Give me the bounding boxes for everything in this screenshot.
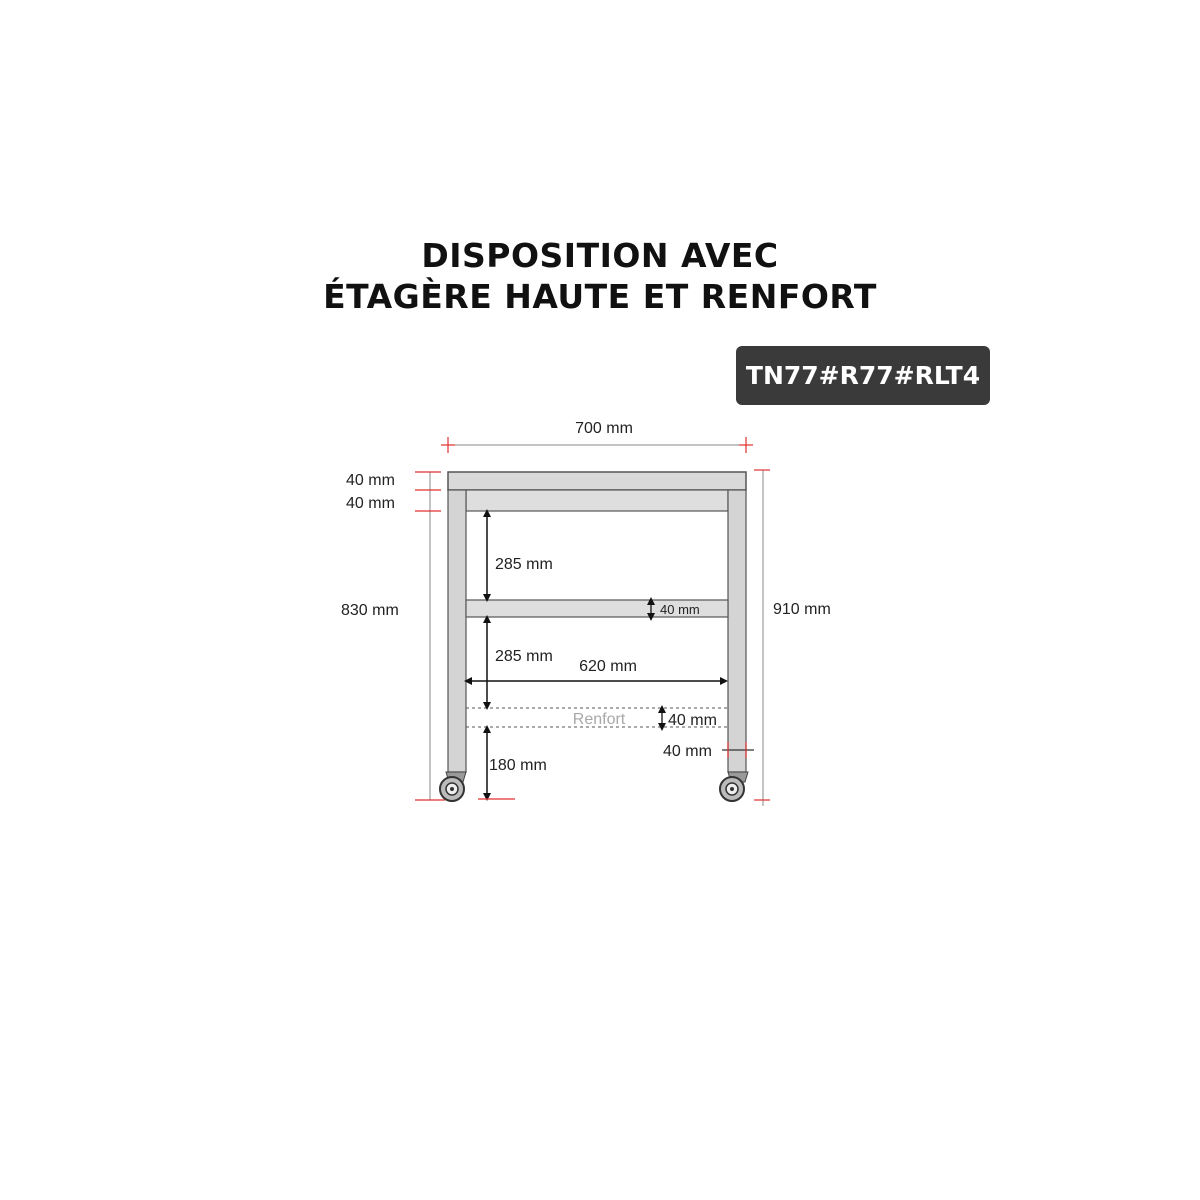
upper-gap-label: 285 mm — [495, 556, 553, 573]
total-height-dimension — [754, 470, 770, 806]
leg-height-label: 830 mm — [341, 602, 399, 619]
floor-clearance-label: 180 mm — [489, 757, 547, 774]
title-line-2: ÉTAGÈRE HAUTE ET RENFORT — [323, 277, 877, 316]
width-total-label: 700 mm — [575, 420, 633, 437]
right-leg — [728, 490, 746, 772]
leg-width-label: 40 mm — [663, 743, 712, 760]
left-leg — [448, 490, 466, 772]
total-height-label: 910 mm — [773, 601, 831, 618]
title-line-1: DISPOSITION AVEC — [421, 236, 779, 275]
lower-gap-label: 285 mm — [495, 648, 553, 665]
shelf-thickness-label: 40 mm — [660, 602, 700, 617]
top-thickness-label: 40 mm — [346, 472, 395, 489]
left-dimension-line — [415, 472, 445, 800]
inner-width-label: 620 mm — [579, 658, 637, 675]
reference-badge: TN77#R77#RLT4 — [736, 346, 990, 405]
table-top — [448, 472, 746, 490]
right-caster-icon — [720, 772, 748, 801]
upper-frame-label: 40 mm — [346, 495, 395, 512]
reinforcement-label: Renfort — [572, 711, 626, 728]
upper-frame — [466, 490, 728, 511]
reinforcement-thickness-label: 40 mm — [668, 712, 717, 729]
width-dimension — [441, 420, 753, 453]
left-caster-icon — [440, 772, 466, 801]
